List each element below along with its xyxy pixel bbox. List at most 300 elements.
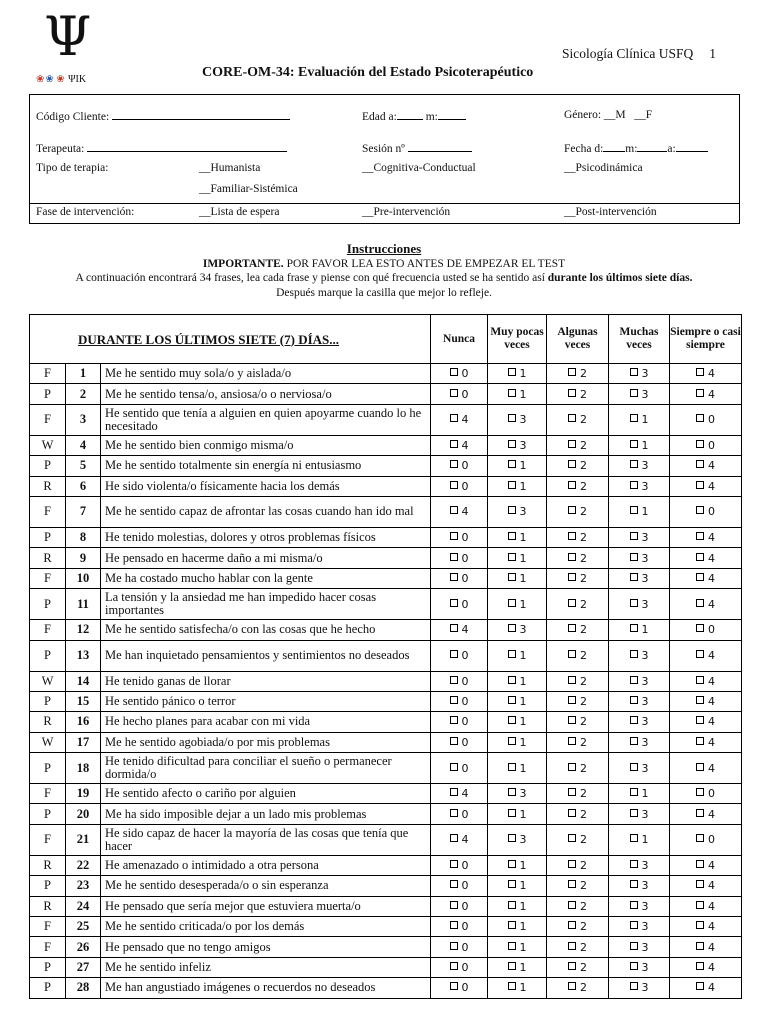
response-option[interactable] — [488, 456, 547, 476]
checkbox-icon[interactable] — [630, 737, 638, 745]
checkbox-icon[interactable] — [568, 788, 576, 796]
checkbox-icon[interactable] — [630, 942, 638, 950]
response-option[interactable] — [609, 855, 670, 875]
checkbox-icon[interactable] — [450, 481, 458, 489]
response-option[interactable] — [488, 568, 547, 588]
response-option[interactable] — [609, 804, 670, 824]
response-option[interactable] — [431, 917, 488, 937]
response-option[interactable] — [547, 476, 609, 496]
response-option[interactable] — [431, 896, 488, 916]
checkbox-icon[interactable] — [450, 676, 458, 684]
checkbox-icon[interactable] — [696, 788, 704, 796]
checkbox-icon[interactable] — [630, 809, 638, 817]
response-option[interactable] — [488, 476, 547, 496]
checkbox-icon[interactable] — [508, 553, 516, 561]
checkbox-icon[interactable] — [450, 962, 458, 970]
response-option[interactable] — [488, 384, 547, 404]
checkbox-icon[interactable] — [630, 599, 638, 607]
response-option[interactable] — [488, 937, 547, 957]
response-option[interactable] — [547, 384, 609, 404]
response-option[interactable] — [609, 937, 670, 957]
checkbox-icon[interactable] — [508, 788, 516, 796]
response-option[interactable] — [670, 364, 742, 384]
response-option[interactable] — [431, 804, 488, 824]
response-option[interactable] — [431, 476, 488, 496]
checkbox-icon[interactable] — [568, 921, 576, 929]
checkbox-icon[interactable] — [630, 921, 638, 929]
checkbox-icon[interactable] — [508, 624, 516, 632]
response-option[interactable] — [431, 456, 488, 476]
checkbox-icon[interactable] — [696, 506, 704, 514]
checkbox-icon[interactable] — [630, 573, 638, 581]
sesion-field[interactable]: Sesión nº — [362, 141, 472, 155]
edad-field[interactable]: Edad a: m: — [362, 109, 466, 123]
response-option[interactable] — [609, 568, 670, 588]
fase-post[interactable]: __Post-intervención — [564, 206, 657, 218]
response-option[interactable] — [431, 978, 488, 998]
response-option[interactable] — [488, 957, 547, 977]
response-option[interactable] — [547, 364, 609, 384]
response-option[interactable] — [609, 784, 670, 804]
response-option[interactable] — [488, 496, 547, 527]
response-option[interactable] — [670, 784, 742, 804]
response-option[interactable] — [488, 917, 547, 937]
response-option[interactable] — [670, 435, 742, 455]
response-option[interactable] — [431, 957, 488, 977]
checkbox-icon[interactable] — [450, 389, 458, 397]
checkbox-icon[interactable] — [568, 650, 576, 658]
checkbox-icon[interactable] — [568, 860, 576, 868]
checkbox-icon[interactable] — [630, 650, 638, 658]
response-option[interactable] — [431, 671, 488, 691]
checkbox-icon[interactable] — [568, 834, 576, 842]
response-option[interactable] — [670, 691, 742, 711]
response-option[interactable] — [609, 691, 670, 711]
checkbox-icon[interactable] — [508, 716, 516, 724]
response-option[interactable] — [609, 496, 670, 527]
checkbox-icon[interactable] — [450, 716, 458, 724]
checkbox-icon[interactable] — [696, 737, 704, 745]
response-option[interactable] — [609, 917, 670, 937]
checkbox-icon[interactable] — [508, 481, 516, 489]
checkbox-icon[interactable] — [508, 460, 516, 468]
checkbox-icon[interactable] — [696, 573, 704, 581]
checkbox-icon[interactable] — [630, 788, 638, 796]
response-option[interactable] — [609, 824, 670, 855]
response-option[interactable] — [431, 568, 488, 588]
response-option[interactable] — [670, 957, 742, 977]
checkbox-icon[interactable] — [450, 440, 458, 448]
response-option[interactable] — [670, 496, 742, 527]
response-option[interactable] — [670, 753, 742, 784]
response-option[interactable] — [488, 753, 547, 784]
response-option[interactable] — [670, 476, 742, 496]
response-option[interactable] — [488, 732, 547, 752]
checkbox-icon[interactable] — [450, 834, 458, 842]
checkbox-icon[interactable] — [696, 532, 704, 540]
checkbox-icon[interactable] — [508, 763, 516, 771]
response-option[interactable] — [431, 364, 488, 384]
checkbox-icon[interactable] — [696, 696, 704, 704]
checkbox-icon[interactable] — [450, 982, 458, 990]
checkbox-icon[interactable] — [630, 834, 638, 842]
response-option[interactable] — [609, 456, 670, 476]
response-option[interactable] — [609, 384, 670, 404]
response-option[interactable] — [609, 620, 670, 640]
checkbox-icon[interactable] — [508, 982, 516, 990]
response-option[interactable] — [547, 855, 609, 875]
checkbox-icon[interactable] — [696, 962, 704, 970]
response-option[interactable] — [488, 404, 547, 435]
response-option[interactable] — [670, 732, 742, 752]
response-option[interactable] — [431, 527, 488, 547]
response-option[interactable] — [488, 435, 547, 455]
checkbox-icon[interactable] — [568, 599, 576, 607]
response-option[interactable] — [609, 527, 670, 547]
checkbox-icon[interactable] — [450, 532, 458, 540]
response-option[interactable] — [488, 640, 547, 671]
response-option[interactable] — [488, 671, 547, 691]
checkbox-icon[interactable] — [696, 676, 704, 684]
response-option[interactable] — [609, 753, 670, 784]
checkbox-icon[interactable] — [696, 982, 704, 990]
checkbox-icon[interactable] — [508, 696, 516, 704]
checkbox-icon[interactable] — [696, 481, 704, 489]
checkbox-icon[interactable] — [630, 440, 638, 448]
checkbox-icon[interactable] — [568, 506, 576, 514]
response-option[interactable] — [488, 527, 547, 547]
checkbox-icon[interactable] — [508, 942, 516, 950]
checkbox-icon[interactable] — [508, 676, 516, 684]
response-option[interactable] — [431, 855, 488, 875]
checkbox-icon[interactable] — [450, 696, 458, 704]
response-option[interactable] — [547, 753, 609, 784]
checkbox-icon[interactable] — [696, 860, 704, 868]
checkbox-icon[interactable] — [696, 716, 704, 724]
checkbox-icon[interactable] — [568, 389, 576, 397]
fecha-field[interactable]: Fecha d: m: a: — [564, 141, 708, 155]
checkbox-icon[interactable] — [508, 506, 516, 514]
response-option[interactable] — [547, 435, 609, 455]
checkbox-icon[interactable] — [630, 624, 638, 632]
checkbox-icon[interactable] — [696, 650, 704, 658]
checkbox-icon[interactable] — [568, 880, 576, 888]
checkbox-icon[interactable] — [508, 573, 516, 581]
response-option[interactable] — [670, 404, 742, 435]
response-option[interactable] — [488, 712, 547, 732]
checkbox-icon[interactable] — [568, 809, 576, 817]
response-option[interactable] — [488, 876, 547, 896]
checkbox-icon[interactable] — [568, 573, 576, 581]
option-score: 0 — [708, 413, 715, 427]
fase-label: Fase de intervención: — [36, 206, 135, 218]
response-option[interactable] — [547, 712, 609, 732]
tipo-familiar[interactable]: __Familiar-Sistémica — [199, 183, 298, 195]
response-option[interactable] — [488, 784, 547, 804]
checkbox-icon[interactable] — [450, 599, 458, 607]
response-option[interactable] — [547, 896, 609, 916]
response-option[interactable] — [488, 691, 547, 711]
item-text: Me he sentido capaz de afrontar las cosas cuando han ido mal — [101, 496, 431, 527]
checkbox-icon[interactable] — [450, 880, 458, 888]
checkbox-icon[interactable] — [630, 962, 638, 970]
response-option[interactable] — [488, 804, 547, 824]
response-option[interactable] — [609, 896, 670, 916]
response-option[interactable] — [547, 589, 609, 620]
response-option[interactable] — [547, 527, 609, 547]
checkbox-icon[interactable] — [508, 901, 516, 909]
checkbox-icon[interactable] — [696, 901, 704, 909]
response-option[interactable] — [609, 732, 670, 752]
response-option[interactable] — [670, 568, 742, 588]
response-option[interactable] — [431, 753, 488, 784]
response-option[interactable] — [670, 824, 742, 855]
checkbox-icon[interactable] — [450, 809, 458, 817]
checkbox-icon[interactable] — [630, 481, 638, 489]
response-option[interactable] — [609, 404, 670, 435]
checkbox-icon[interactable] — [568, 982, 576, 990]
checkbox-icon[interactable] — [450, 921, 458, 929]
response-option[interactable] — [609, 364, 670, 384]
response-option[interactable] — [547, 456, 609, 476]
checkbox-icon[interactable] — [630, 460, 638, 468]
response-option[interactable] — [670, 876, 742, 896]
checkbox-icon[interactable] — [568, 763, 576, 771]
option-score: 3 — [641, 761, 649, 775]
checkbox-icon[interactable] — [630, 676, 638, 684]
tipo-humanista[interactable]: __Humanista — [199, 162, 261, 174]
checkbox-icon[interactable] — [508, 834, 516, 842]
checkbox-icon[interactable] — [630, 506, 638, 514]
checkbox-icon[interactable] — [568, 942, 576, 950]
domain-code: F — [30, 824, 66, 855]
response-option[interactable] — [547, 804, 609, 824]
checkbox-icon[interactable] — [630, 763, 638, 771]
checkbox-icon[interactable] — [568, 737, 576, 745]
table-row — [30, 804, 742, 824]
response-option[interactable] — [488, 978, 547, 998]
checkbox-icon[interactable] — [450, 553, 458, 561]
checkbox-icon[interactable] — [696, 809, 704, 817]
checkbox-icon[interactable] — [568, 676, 576, 684]
checkbox-icon[interactable] — [450, 901, 458, 909]
response-option[interactable] — [670, 589, 742, 620]
checkbox-icon[interactable] — [450, 368, 458, 376]
response-option[interactable] — [547, 671, 609, 691]
checkbox-icon[interactable] — [508, 921, 516, 929]
response-option[interactable] — [547, 640, 609, 671]
response-option[interactable] — [670, 896, 742, 916]
fase-pre[interactable]: __Pre-intervención — [362, 206, 451, 218]
response-option[interactable] — [670, 978, 742, 998]
checkbox-icon[interactable] — [568, 414, 576, 422]
response-option[interactable] — [547, 978, 609, 998]
response-option[interactable] — [609, 548, 670, 568]
terapeuta-field[interactable]: Terapeuta: — [36, 141, 287, 155]
response-option[interactable] — [431, 548, 488, 568]
checkbox-icon[interactable] — [630, 696, 638, 704]
response-option[interactable] — [547, 824, 609, 855]
checkbox-icon[interactable] — [450, 624, 458, 632]
checkbox-icon[interactable] — [568, 440, 576, 448]
response-option[interactable] — [431, 435, 488, 455]
checkbox-icon[interactable] — [508, 414, 516, 422]
checkbox-icon[interactable] — [508, 809, 516, 817]
checkbox-icon[interactable] — [696, 921, 704, 929]
checkbox-icon[interactable] — [450, 942, 458, 950]
checkbox-icon[interactable] — [508, 880, 516, 888]
checkbox-icon[interactable] — [630, 389, 638, 397]
response-option[interactable] — [547, 404, 609, 435]
response-option[interactable] — [609, 957, 670, 977]
response-option[interactable] — [670, 620, 742, 640]
checkbox-icon[interactable] — [508, 368, 516, 376]
genero-field[interactable]: Género: __M __F — [564, 109, 653, 121]
checkbox-icon[interactable] — [630, 901, 638, 909]
response-option[interactable] — [609, 671, 670, 691]
checkbox-icon[interactable] — [508, 962, 516, 970]
checkbox-icon[interactable] — [568, 901, 576, 909]
tipo-psicodinamica[interactable]: __Psicodinámica — [564, 162, 643, 174]
response-option[interactable] — [609, 978, 670, 998]
checkbox-icon[interactable] — [696, 880, 704, 888]
checkbox-icon[interactable] — [696, 414, 704, 422]
response-option[interactable] — [431, 937, 488, 957]
option-score: 1 — [519, 571, 527, 585]
response-option[interactable] — [547, 937, 609, 957]
checkbox-icon[interactable] — [568, 532, 576, 540]
response-option[interactable] — [547, 876, 609, 896]
response-option[interactable] — [609, 435, 670, 455]
checkbox-icon[interactable] — [630, 532, 638, 540]
checkbox-icon[interactable] — [508, 440, 516, 448]
response-option[interactable] — [609, 712, 670, 732]
response-option[interactable] — [488, 548, 547, 568]
response-option[interactable] — [670, 671, 742, 691]
response-option[interactable] — [609, 640, 670, 671]
fase-lista-espera[interactable]: __Lista de espera — [199, 206, 280, 218]
checkbox-icon[interactable] — [630, 860, 638, 868]
tipo-cognitiva[interactable]: __Cognitiva-Conductual — [362, 162, 476, 174]
response-option[interactable] — [670, 804, 742, 824]
checkbox-icon[interactable] — [630, 716, 638, 724]
checkbox-icon[interactable] — [568, 553, 576, 561]
response-option[interactable] — [609, 876, 670, 896]
checkbox-icon[interactable] — [630, 553, 638, 561]
checkbox-icon[interactable] — [630, 414, 638, 422]
response-option[interactable] — [670, 712, 742, 732]
response-option[interactable] — [431, 589, 488, 620]
response-option[interactable] — [431, 712, 488, 732]
checkbox-icon[interactable] — [508, 650, 516, 658]
checkbox-icon[interactable] — [630, 368, 638, 376]
checkbox-icon[interactable] — [568, 624, 576, 632]
checkbox-icon[interactable] — [450, 860, 458, 868]
response-option[interactable] — [547, 548, 609, 568]
response-option[interactable] — [431, 824, 488, 855]
checkbox-icon[interactable] — [450, 460, 458, 468]
response-option[interactable] — [431, 384, 488, 404]
checkbox-icon[interactable] — [696, 624, 704, 632]
response-option[interactable] — [431, 404, 488, 435]
checkbox-icon[interactable] — [450, 506, 458, 514]
checkbox-icon[interactable] — [568, 962, 576, 970]
response-option[interactable] — [670, 855, 742, 875]
response-option[interactable] — [431, 691, 488, 711]
checkbox-icon[interactable] — [450, 788, 458, 796]
response-option[interactable] — [488, 896, 547, 916]
checkbox-icon[interactable] — [696, 599, 704, 607]
checkbox-icon[interactable] — [450, 737, 458, 745]
response-option[interactable] — [670, 456, 742, 476]
response-option[interactable] — [431, 876, 488, 896]
checkbox-icon[interactable] — [696, 440, 704, 448]
response-option[interactable] — [547, 620, 609, 640]
response-option[interactable] — [670, 548, 742, 568]
response-option[interactable] — [670, 640, 742, 671]
response-option[interactable] — [547, 917, 609, 937]
checkbox-icon[interactable] — [696, 368, 704, 376]
response-option[interactable] — [488, 824, 547, 855]
response-option[interactable] — [609, 476, 670, 496]
checkbox-icon[interactable] — [568, 716, 576, 724]
response-option[interactable] — [488, 620, 547, 640]
response-option[interactable] — [670, 917, 742, 937]
checkbox-icon[interactable] — [568, 460, 576, 468]
checkbox-icon[interactable] — [696, 942, 704, 950]
checkbox-icon[interactable] — [508, 860, 516, 868]
response-option[interactable] — [547, 691, 609, 711]
checkbox-icon[interactable] — [508, 532, 516, 540]
response-option[interactable] — [547, 784, 609, 804]
checkbox-icon[interactable] — [508, 599, 516, 607]
checkbox-icon[interactable] — [568, 368, 576, 376]
checkbox-icon[interactable] — [696, 460, 704, 468]
response-option[interactable] — [547, 568, 609, 588]
checkbox-icon[interactable] — [568, 696, 576, 704]
checkbox-icon[interactable] — [568, 481, 576, 489]
response-option[interactable] — [670, 937, 742, 957]
checkbox-icon[interactable] — [450, 414, 458, 422]
checkbox-icon[interactable] — [696, 553, 704, 561]
response-option[interactable] — [488, 364, 547, 384]
response-option[interactable] — [431, 620, 488, 640]
checkbox-icon[interactable] — [696, 389, 704, 397]
checkbox-icon[interactable] — [630, 880, 638, 888]
checkbox-icon[interactable] — [450, 650, 458, 658]
response-option[interactable] — [431, 732, 488, 752]
response-option[interactable] — [431, 640, 488, 671]
checkbox-icon[interactable] — [508, 737, 516, 745]
response-option[interactable] — [547, 957, 609, 977]
checkbox-icon[interactable] — [450, 573, 458, 581]
response-option[interactable] — [547, 732, 609, 752]
checkbox-icon[interactable] — [630, 982, 638, 990]
response-option[interactable] — [431, 784, 488, 804]
checkbox-icon[interactable] — [696, 834, 704, 842]
codigo-field[interactable]: Código Cliente: — [36, 109, 290, 123]
response-option[interactable] — [488, 855, 547, 875]
response-option[interactable] — [431, 496, 488, 527]
response-option[interactable] — [609, 589, 670, 620]
response-option[interactable] — [547, 496, 609, 527]
response-option[interactable] — [488, 589, 547, 620]
checkbox-icon[interactable] — [696, 763, 704, 771]
checkbox-icon[interactable] — [508, 389, 516, 397]
response-option[interactable] — [670, 384, 742, 404]
response-option[interactable] — [670, 527, 742, 547]
checkbox-icon[interactable] — [450, 763, 458, 771]
